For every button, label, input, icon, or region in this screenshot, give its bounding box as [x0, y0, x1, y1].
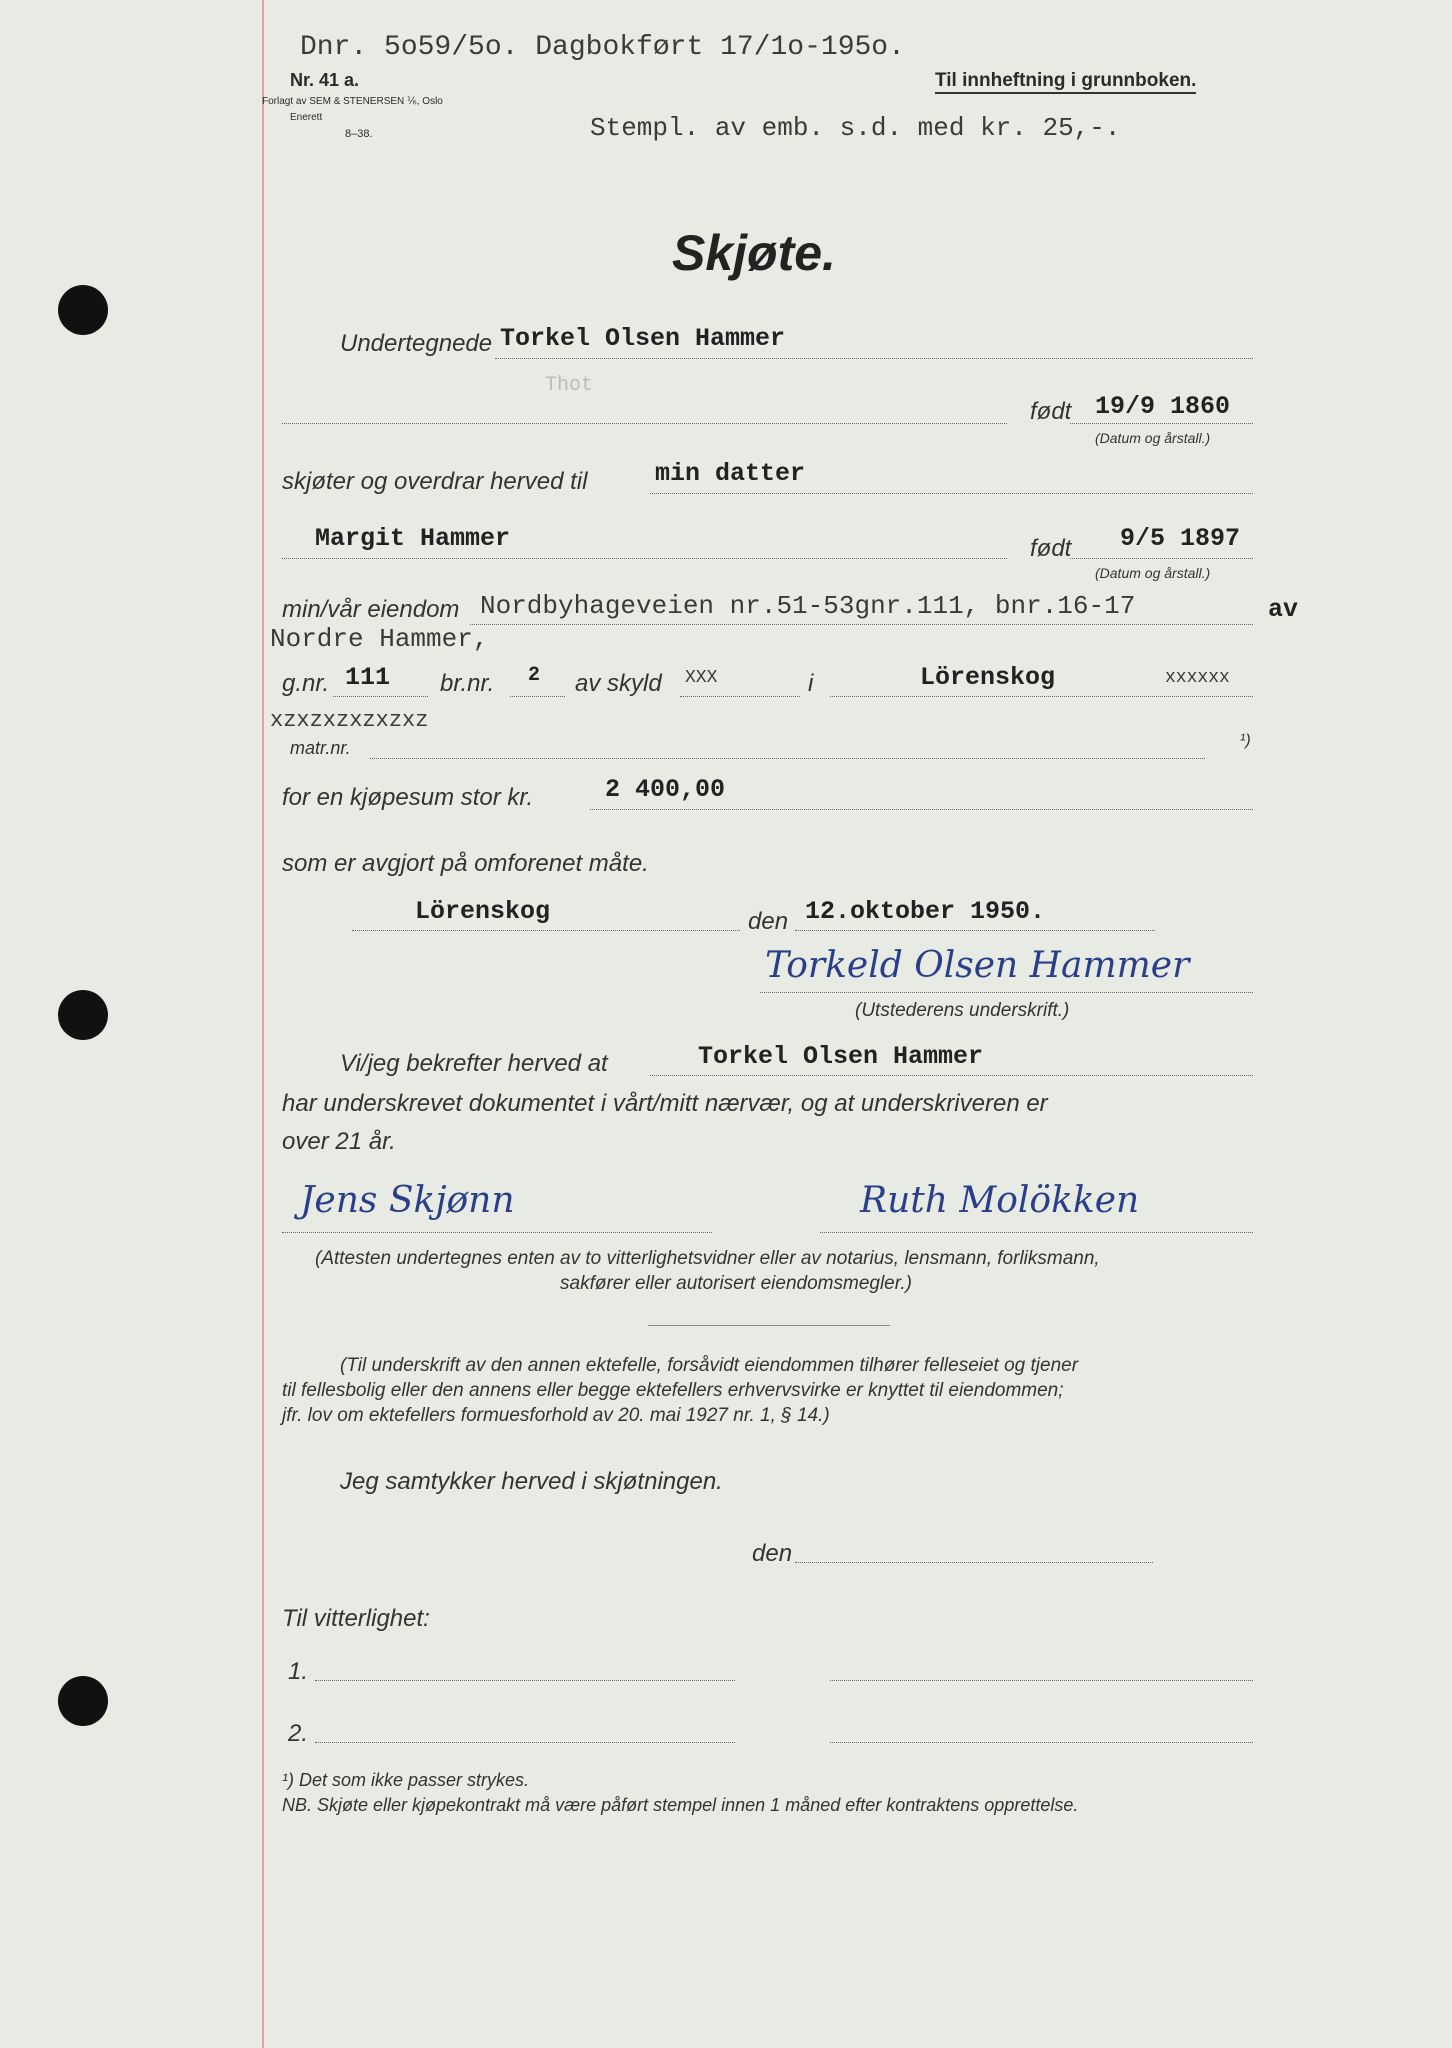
- price-amount: 2 400,00: [605, 775, 726, 804]
- skyld-value: XXX: [685, 668, 718, 688]
- binding-note: Til innheftning i grunnboken.: [935, 70, 1196, 94]
- municipality: Lörenskog: [920, 663, 1056, 692]
- footnote-nb: NB. Skjøte eller kjøpekontrakt må være påført stempel innen 1 måned efter kontraktens opprettelse.: [282, 1795, 1079, 1815]
- document-title: Skjøte.: [672, 225, 836, 281]
- den-label: den: [748, 908, 789, 935]
- signature-caption: (Utstederens underskrift.): [855, 1000, 1070, 1021]
- spouse-note: (Til underskrift av den annen ektefelle, forsåvidt eiendommen tilhører felleseiet og tjener: [340, 1355, 1079, 1376]
- faint-text: Thot: [545, 374, 594, 397]
- witness-number: 2.: [288, 1720, 309, 1747]
- form-date: 8–38.: [345, 128, 373, 140]
- i-label: i: [808, 670, 814, 697]
- grantor-birthdate: 19/9 1860: [1095, 392, 1231, 421]
- journal-number: Dnr. 5o59/5o. Dagbokført 17/1o-195o.: [300, 32, 905, 63]
- witness-signature: Jens Skjønn: [300, 1180, 515, 1221]
- settled-text: som er avgjort på omforenet måte.: [282, 850, 649, 877]
- matr-label: matr.nr.: [290, 738, 351, 758]
- attestation-note: (Attesten undertegnes enten av to vitterlighetsvidner eller av notarius, lensmann, forliksmann,: [315, 1248, 1100, 1269]
- property-address2: Nordre Hammer,: [270, 624, 489, 654]
- price-label: for en kjøpesum stor kr.: [282, 784, 534, 811]
- date-hint: (Datum og årstall.): [1095, 565, 1211, 581]
- footnote: ¹) Det som ikke passer strykes.: [282, 1770, 530, 1790]
- spouse-note: til fellesbolig eller den annens eller begge ektefellers erhvervsvirke er knyttet til eiendommen;: [282, 1380, 1064, 1401]
- witness-signature: Ruth Molökken: [860, 1180, 1140, 1221]
- grantor-label: Undertegnede: [340, 330, 493, 357]
- attested-name: Torkel Olsen Hammer: [698, 1042, 984, 1071]
- punch-hole: [58, 990, 108, 1040]
- date-hint: (Datum og årstall.): [1095, 430, 1211, 446]
- punch-hole: [58, 1676, 108, 1726]
- skyld-label: av skyld: [575, 670, 662, 697]
- brnr-label: br.nr.: [440, 670, 495, 697]
- struck-text: xxxxxx: [1165, 668, 1230, 688]
- publisher: Forlagt av SEM & STENERSEN ⅙, Oslo: [262, 96, 443, 107]
- den-label: den: [752, 1540, 793, 1567]
- stamp-note: Stempl. av emb. s.d. med kr. 25,-.: [590, 113, 1121, 143]
- attestation-text: over 21 år.: [282, 1128, 396, 1155]
- brnr-value: 2: [528, 664, 541, 687]
- footnote-ref: ¹): [1240, 732, 1251, 749]
- margin-line: [262, 0, 264, 2048]
- grantee-birthdate: 9/5 1897: [1120, 524, 1241, 553]
- attestation-text: har underskrevet dokumentet i vårt/mitt nærvær, og at underskriveren er: [282, 1090, 1048, 1117]
- born-label: født: [1030, 535, 1072, 562]
- matr-struck: xzxzxzxzxzxz: [270, 708, 429, 733]
- witness-number: 1.: [288, 1658, 309, 1685]
- property-address: Nordbyhageveien nr.51-53gnr.111, bnr.16-17: [480, 591, 1136, 621]
- spouse-note: jfr. lov om ektefellers formuesforhold av 20. mai 1927 nr. 1, § 14.): [282, 1405, 830, 1426]
- gnr-label: g.nr.: [282, 670, 330, 697]
- grantor-name: Torkel Olsen Hammer: [500, 324, 786, 353]
- deed-date: 12.oktober 1950.: [805, 897, 1046, 926]
- attestation-text: Vi/jeg bekrefter herved at: [340, 1050, 608, 1077]
- place: Lörenskog: [415, 897, 551, 926]
- property-label: min/vår eiendom: [282, 596, 460, 623]
- issuer-signature: Torkeld Olsen Hammer: [765, 945, 1190, 986]
- witnesses-label: Til vitterlighet:: [282, 1605, 430, 1632]
- born-label: født: [1030, 398, 1072, 425]
- grantee-name: Margit Hammer: [315, 524, 511, 553]
- punch-hole: [58, 285, 108, 335]
- av-text: av: [1268, 595, 1299, 624]
- consent-text: Jeg samtykker herved i skjøtningen.: [340, 1468, 723, 1495]
- grantee-relation: min datter: [655, 459, 806, 488]
- gnr-value: 111: [345, 663, 391, 692]
- grantee-label: skjøter og overdrar herved til: [282, 468, 588, 495]
- attestation-note: sakfører eller autorisert eiendomsmegler.): [560, 1273, 912, 1294]
- form-number: Nr. 41 a.: [290, 70, 360, 90]
- publisher-rights: Enerett: [290, 112, 323, 123]
